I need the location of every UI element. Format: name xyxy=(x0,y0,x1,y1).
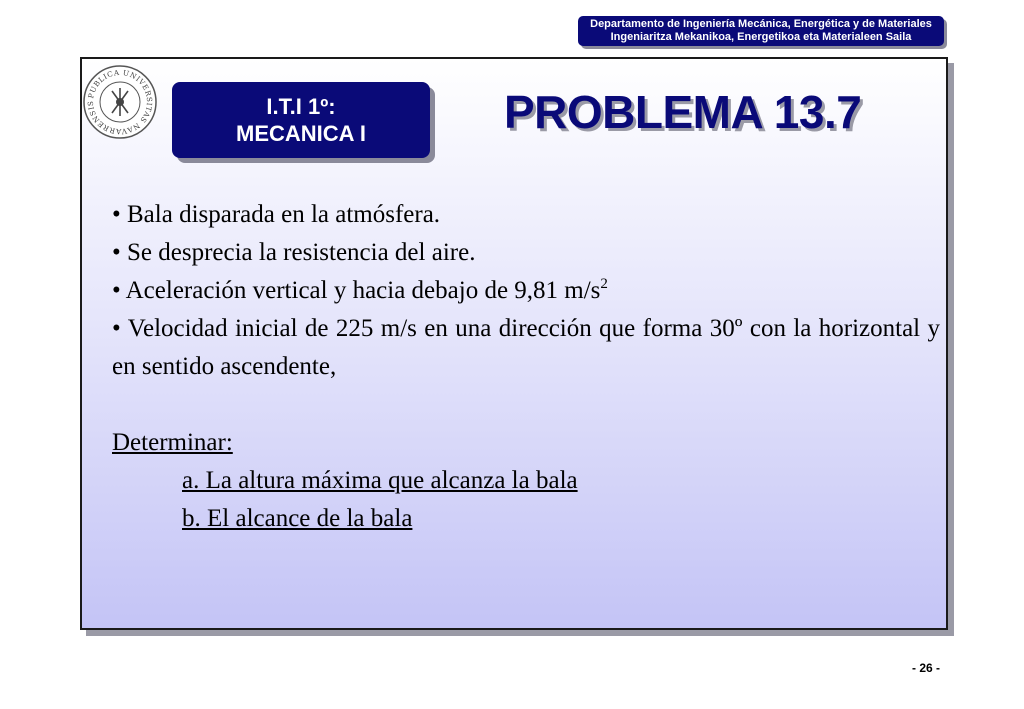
department-line-2: Ingeniaritza Mekanikoa, Energetikoa eta Materialeen Saila xyxy=(610,31,912,43)
bullet-3-superscript: 2 xyxy=(600,276,608,292)
spacer xyxy=(112,386,940,424)
page-title: PROBLEMA 13.7 xyxy=(504,86,862,138)
bullet-2: • Se desprecia la resistencia del aire. xyxy=(112,239,476,266)
department-banner xyxy=(578,16,944,46)
bullet-1: • Bala disparada en la atmósfera. xyxy=(112,201,441,228)
page-number: - 26 - xyxy=(911,661,940,675)
course-badge-line-2: MECANICA I xyxy=(236,121,366,146)
seal-text: PUBLICA UNIVERSITAS NAVARRENSIS xyxy=(85,67,155,137)
bullet-3-text: • Aceleración vertical y hacia debajo de 9,81 m/s xyxy=(112,277,601,304)
department-line-1: Departamento de Ingeniería Mecánica, Energética y de Materiales xyxy=(590,18,932,30)
determinar-heading: Determinar: xyxy=(112,429,233,456)
question-b: b. El alcance de la bala xyxy=(182,505,413,532)
question-a: a. La altura máxima que alcanza la bala xyxy=(182,467,578,494)
university-seal-icon xyxy=(82,64,158,140)
bullet-4: • Velocidad inicial de 225 m/s en una dirección que forma 30º con la horizontal y en sentido ascendente, xyxy=(112,315,940,380)
bullet-3 xyxy=(112,272,940,310)
course-badge-line-1: I.T.I 1º: xyxy=(266,94,336,119)
course-badge xyxy=(172,82,430,158)
problem-statement xyxy=(112,196,940,538)
